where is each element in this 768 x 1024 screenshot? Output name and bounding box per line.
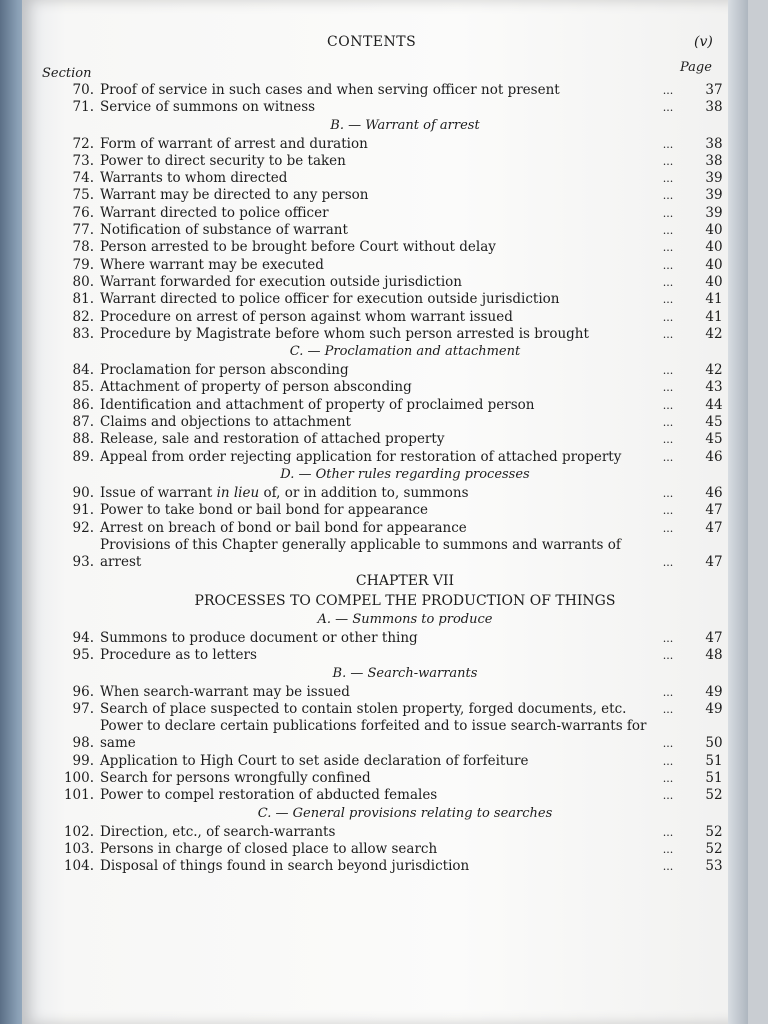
dot-leader: ... [662,416,674,430]
page-number: 53 [705,858,723,875]
toc-entry [22,326,748,343]
toc-entry [22,170,748,187]
page-number: 39 [705,187,723,204]
page-number: 51 [705,752,723,769]
page-number: 52 [705,823,723,840]
page-number: 52 [705,840,723,857]
page-number: 41 [705,308,723,325]
section-number: 97. [72,701,94,718]
page-number: 45 [705,431,723,448]
section-title: Release, sale and restoration of attached property [100,431,445,448]
toc-entry [22,701,748,718]
section-number: 90. [72,484,94,501]
dot-leader: ... [662,364,674,378]
page-number: 47 [705,502,723,519]
page-number: 38 [705,152,723,169]
page-column-label: Page [680,60,712,75]
page-number: 41 [705,291,723,308]
section-number: 99. [72,752,94,769]
book-page [22,0,748,1024]
subheading: B. — Search-warrants [332,665,478,681]
page-number: 47 [705,519,723,536]
section-number: 74. [72,170,94,187]
running-head: CONTENTS [327,34,417,50]
dot-leader: ... [662,685,674,699]
section-number: 92. [72,519,94,536]
section-title: Search of place suspected to contain stolen property, forged documents, etc. [100,701,627,718]
toc-entry [22,485,748,502]
dot-leader: ... [662,521,674,535]
section-title: Warrants to whom directed [100,170,288,187]
toc-entry [22,187,748,204]
section-number: 77. [72,222,94,239]
section-number: 102. [63,823,94,840]
page-number: 49 [705,683,723,700]
page-number: 46 [705,484,723,501]
section-title: Identification and attachment of property of proclaimed person [100,396,535,413]
page-number: 39 [705,204,723,221]
section-title: Procedure by Magistrate before whom such person arrested is brought [100,325,589,342]
section-title: Application to High Court to set aside declaration of forfeiture [100,752,529,769]
section-number: 89. [72,448,94,465]
section-number: 103. [63,840,94,857]
dot-leader: ... [662,433,674,447]
section-title: Procedure as to letters [100,647,257,664]
page-number: 44 [705,396,723,413]
section-number: 87. [72,414,94,431]
toc-entry [22,309,748,326]
section-number: 78. [72,239,94,256]
section-title: Direction, etc., of search-warrants [100,823,336,840]
toc-entry [22,630,748,647]
page-number: 39 [705,170,723,187]
toc-entry [22,99,748,116]
page-number: 42 [705,362,723,379]
section-title: Appeal from order rejecting application for restoration of attached property [100,448,622,465]
section-number: 98. [72,735,94,752]
section-number: 70. [72,82,94,98]
toc-entry [22,414,748,431]
toc-entry [22,136,748,153]
page-number: 42 [705,325,723,342]
dot-leader: ... [662,154,674,168]
section-title: Issue of warrant in lieu of, or in addition to, summons [100,484,469,501]
section-title: Service of summons on witness [100,99,316,116]
toc-entry [22,502,748,519]
page-number: 48 [705,647,723,664]
dot-leader: ... [662,825,674,839]
section-number: 84. [72,362,94,379]
page-number: 38 [705,99,723,116]
dot-leader: ... [662,258,674,272]
section-title: Persons in charge of closed place to allow search [100,840,438,857]
toc-entry [22,274,748,291]
table-of-contents [22,82,748,875]
section-title: Attachment of property of person absconding [100,379,412,396]
toc-entry [22,449,748,466]
section-number: 85. [72,379,94,396]
dot-leader: ... [662,789,674,803]
section-title: Disposal of things found in search beyond jurisdiction [100,858,470,875]
toc-entry [22,362,748,379]
toc-entry [22,787,748,804]
dot-leader: ... [662,504,674,518]
section-title: Search for persons wrongfully confined [100,769,371,786]
toc-entry [22,520,748,537]
page-number: 50 [705,735,723,752]
section-title: Form of warrant of arrest and duration [100,135,368,152]
toc-entry [22,647,748,664]
page-number: 49 [705,701,723,718]
toc-entry [22,770,748,787]
section-title: Summons to produce document or other thing [100,630,418,647]
dot-leader: ... [662,172,674,186]
section-title: Person arrested to be brought before Court without delay [100,239,496,256]
page-number: 43 [705,379,723,396]
toc-entry [22,824,748,841]
dot-leader: ... [662,310,674,324]
chapter-heading: PROCESSES TO COMPEL THE PRODUCTION OF THINGS [194,593,616,610]
dot-leader: ... [662,486,674,500]
section-number: 100. [63,769,94,786]
page-edge [728,0,748,1024]
page-number: 51 [705,769,723,786]
page-number: 40 [705,256,723,273]
section-number: 80. [72,273,94,290]
section-number: 72. [72,135,94,152]
subheading: C. — General provisions relating to searches [257,805,553,821]
dot-leader: ... [662,860,674,874]
section-number: 71. [72,99,94,116]
section-number: 76. [72,204,94,221]
toc-entry [22,205,748,222]
toc-entry [22,684,748,701]
section-number: 73. [72,152,94,169]
page-number: 52 [705,787,723,804]
section-number: 82. [72,308,94,325]
dot-leader: ... [662,737,674,751]
dot-leader: ... [662,189,674,203]
section-number: 96. [72,683,94,700]
subheading: C. — Proclamation and attachment [289,344,521,360]
section-number: 93. [72,553,94,570]
toc-entry [22,718,748,752]
section-column-label: Section [42,66,92,81]
toc-entry [22,291,748,308]
page-number: 47 [705,630,723,647]
page-number: 40 [705,273,723,290]
section-title: Notification of substance of warrant [100,222,348,239]
toc-entry [22,257,748,274]
dot-leader: ... [662,842,674,856]
page-number: 40 [705,239,723,256]
dot-leader: ... [662,275,674,289]
page-number: 47 [705,553,723,570]
section-number: 83. [72,325,94,342]
subheading: A. — Summons to produce [317,612,493,628]
page-folio: (v) [694,34,713,50]
dot-leader: ... [662,703,674,717]
section-number: 101. [63,787,94,804]
page-number: 46 [705,448,723,465]
section-number: 86. [72,396,94,413]
section-title: Procedure on arrest of person against whom warrant issued [100,308,513,325]
dot-leader: ... [662,450,674,464]
section-title: Warrant directed to police officer for execution outside jurisdiction [100,291,560,308]
section-number: 95. [72,647,94,664]
dot-leader: ... [662,137,674,151]
dot-leader: ... [662,398,674,412]
dot-leader: ... [662,101,674,115]
section-title: Warrant may be directed to any person [100,187,369,204]
dot-leader: ... [662,632,674,646]
toc-entry [22,537,748,571]
dot-leader: ... [662,555,674,569]
section-number: 94. [72,630,94,647]
dot-leader: ... [662,649,674,663]
section-title: Power to direct security to be taken [100,152,346,169]
section-number: 91. [72,502,94,519]
page-number: 37 [705,82,723,98]
toc-entry [22,153,748,170]
section-title: Power to declare certain publications forfeited and to issue search-warrants for same [100,718,647,752]
dot-leader: ... [662,381,674,395]
dot-leader: ... [662,224,674,238]
dot-leader: ... [662,327,674,341]
page-header [22,34,748,54]
dot-leader: ... [662,84,674,97]
toc-entry [22,753,748,770]
section-title: Where warrant may be executed [100,256,324,273]
dot-leader: ... [662,771,674,785]
toc-entry [22,239,748,256]
section-title: When search-warrant may be issued [100,683,350,700]
section-number: 79. [72,256,94,273]
toc-entry [22,82,748,99]
section-title: Warrant directed to police officer [100,204,329,221]
toc-entry [22,858,748,875]
subheading: D. — Other rules regarding processes [280,466,530,482]
section-title: Claims and objections to attachment [100,414,351,431]
section-title: Proclamation for person absconding [100,362,349,379]
section-title: Power to take bond or bail bond for appearance [100,502,429,519]
section-number: 81. [72,291,94,308]
toc-entry [22,397,748,414]
page-number: 45 [705,414,723,431]
page-number: 40 [705,222,723,239]
section-title: Power to compel restoration of abducted females [100,787,438,804]
dot-leader: ... [662,241,674,255]
subheading: B. — Warrant of arrest [330,117,480,133]
page-number: 38 [705,135,723,152]
dot-leader: ... [662,206,674,220]
section-number: 104. [63,858,94,875]
section-title: Warrant forwarded for execution outside jurisdiction [100,273,462,290]
section-number: 75. [72,187,94,204]
dot-leader: ... [662,754,674,768]
chapter-heading: CHAPTER VII [355,573,455,590]
dot-leader: ... [662,293,674,307]
toc-entry [22,841,748,858]
section-title: Proof of service in such cases and when serving officer not present [100,82,560,98]
toc-entry [22,222,748,239]
section-number: 88. [72,431,94,448]
toc-entry [22,379,748,396]
toc-entry [22,431,748,448]
section-title: Arrest on breach of bond or bail bond for appearance [100,519,467,536]
section-title: Provisions of this Chapter generally applicable to summons and warrants of arrest [100,536,621,570]
